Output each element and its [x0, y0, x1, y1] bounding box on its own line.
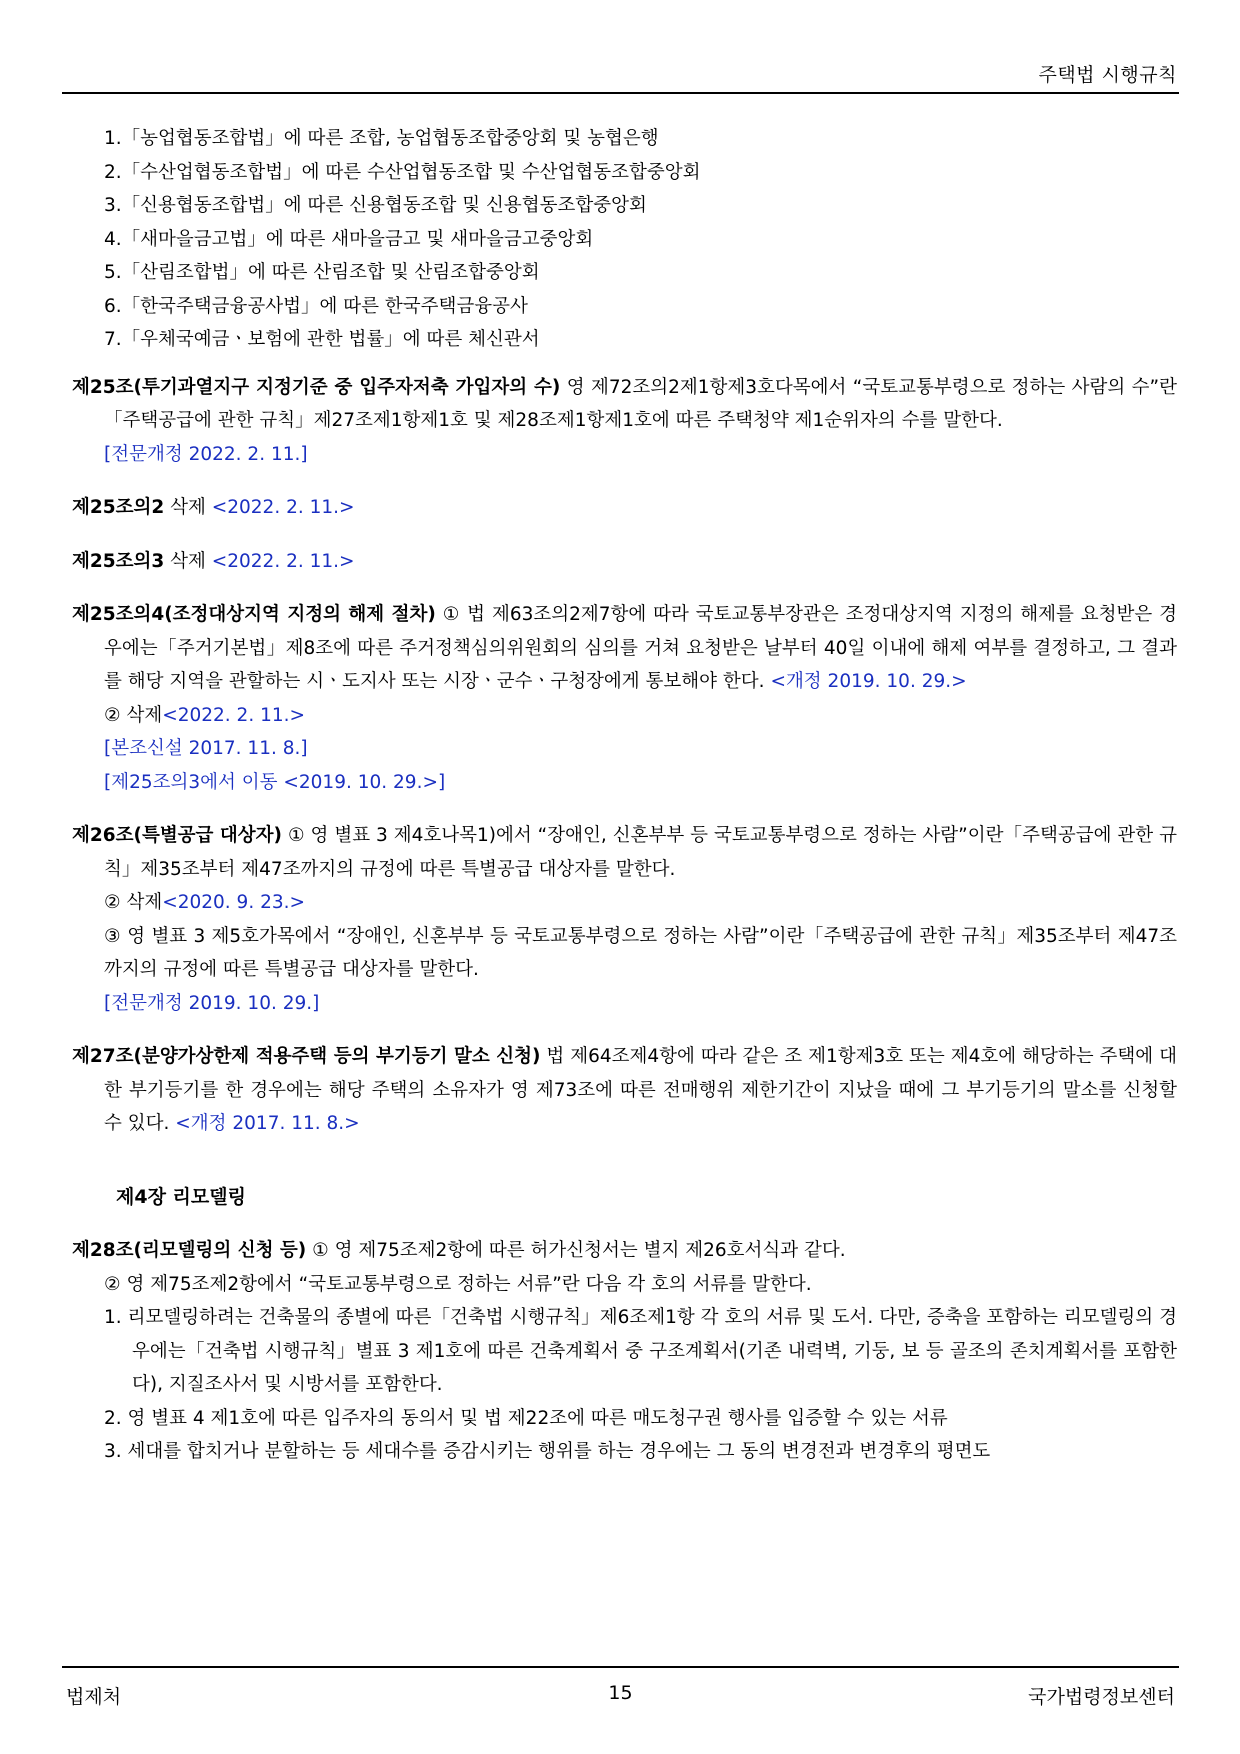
article-27	[72, 1040, 1177, 1141]
list-item: 7.「우체국예금ㆍ보험에 관한 법률」에 따른 체신관서	[104, 329, 540, 350]
page-footer	[62, 1666, 1179, 1718]
list-item: 2. 영 별표 4 제1호에 따른 입주자의 동의서 및 법 제22조에 따른 매도청구권 행사를 입증할 수 있는 서류	[104, 1407, 948, 1429]
list-item: 4.「새마을금고법」에 따른 새마을금고 및 새마을금고중앙회	[104, 228, 594, 250]
revision-note: <2020. 9. 23.>	[162, 892, 306, 913]
page-header	[62, 52, 1179, 94]
article-title: 제25조의3	[72, 550, 165, 572]
paragraph-2	[72, 699, 1177, 733]
list-item: 3.「신용협동조합법」에 따른 신용협동조합 및 신용협동조합중앙회	[104, 195, 647, 216]
article-title: 제27조(분양가상한제 적용주택 등의 부기등기 말소 신청)	[72, 1046, 541, 1067]
paragraph-text: ② 삭제	[104, 704, 163, 726]
paragraph-2: ② 영 제75조제2항에서 “국토교통부령으로 정하는 서류”란 다음 각 호의 서류를 말한다.	[104, 1273, 812, 1295]
article-25-2	[72, 491, 1177, 525]
list-item: 3. 세대를 합치거나 분할하는 등 세대수를 증감시키는 행위를 하는 경우에는 그 동의 변경전과 변경후의 평면도	[104, 1441, 991, 1462]
list-item: 6.「한국주택금융공사법」에 따른 한국주택금융공사	[104, 295, 528, 317]
article-title: 제28조(리모델링의 신청 등)	[72, 1240, 307, 1261]
revision-note: <2022. 2. 11.>	[211, 497, 355, 518]
article-text: 삭제	[164, 497, 212, 518]
list-item: 5.「산림조합법」에 따른 산림조합 및 산림조합중앙회	[104, 262, 540, 283]
paragraph-3: ③ 영 별표 3 제5호가목에서 “장애인, 신혼부부 등 국토교통부령으로 정하는 사람”이란「주택공급에 관한 규칙」제35조부터 제47조까지의 규정에 따른 특별공급 대상자를 말한다.	[104, 925, 1177, 980]
amendment-note: <개정 2019. 10. 29.>	[770, 671, 967, 692]
institution-list	[72, 122, 1177, 357]
amendment-note: <개정 2017. 11. 8.>	[175, 1113, 360, 1134]
page-number: 15	[608, 1682, 633, 1704]
article-text: 법 제64조제4항에 따라 같은 조 제1항제3호 또는 제4호에 해당하는 주택에 대한 부기등기를 한 경우에는 해당 주택의 소유자가 영 제73조에 따른 전매행위 제한기간이 지났을 때에 그 부기등기의 말소를 신청할 수 있다.	[104, 1046, 1177, 1134]
article-text: ① 영 제75조제2항에 따른 허가신청서는 별지 제26호서식과 같다.	[306, 1240, 846, 1261]
chapter-heading: 제4장 리모델링	[116, 1185, 246, 1208]
revision-note: [본조신설 2017. 11. 8.]	[104, 738, 308, 759]
article-25-3	[72, 545, 1177, 579]
list-item: 1. 리모델링하려는 건축물의 종별에 따른「건축법 시행규칙」제6조제1항 각 호의 서류 및 도서. 다만, 증축을 포함하는 리모델링의 경우에는「건축법 시행규칙」별표 3 제1호에 따른 건축계획서 중 구조계획서(기존 내력벽, 기둥, 보 등 골조의 존치계획서를 포함한다), 지질조사서 및 시방서를 포함한다.	[104, 1307, 1177, 1395]
revision-note: [제25조의3에서 이동 <2019. 10. 29.>]	[104, 771, 446, 793]
article-26	[72, 819, 1177, 886]
revision-note: [전문개정 2019. 10. 29.]	[104, 992, 320, 1014]
paragraph-2	[72, 886, 1177, 920]
article-title: 제25조(투기과열지구 지정기준 중 입주자저축 가입자의 수)	[72, 376, 561, 398]
revision-note: <2022. 2. 11.>	[211, 550, 355, 572]
revision-note: <2022. 2. 11.>	[162, 704, 306, 726]
footer-publisher: 법제처	[66, 1686, 122, 1708]
article-28	[72, 1234, 1177, 1268]
article-title: 제26조(특별공급 대상자)	[72, 825, 282, 846]
article-text: 영 제72조의2제1항제3호다목에서 “국토교통부령으로 정하는 사람의 수”란「주택공급에 관한 규칙」제27조제1항제1호 및 제28조제1항제1호에 따른 주택청약 제1순위자의 수를 말한다.	[104, 376, 1177, 431]
list-item: 1.「농업협동조합법」에 따른 조합, 농업협동조합중앙회 및 농협은행	[104, 128, 659, 149]
article-25	[72, 371, 1177, 438]
paragraph-text: ② 삭제	[104, 892, 163, 913]
list-item: 2.「수산업협동조합법」에 따른 수산업협동조합 및 수산업협동조합중앙회	[104, 161, 701, 183]
header-title: 주택법 시행규칙	[1038, 64, 1177, 86]
article-title: 제25조의2	[72, 497, 165, 518]
article-text: ① 영 별표 3 제4호나목1)에서 “장애인, 신혼부부 등 국토교통부령으로 정하는 사람”이란「주택공급에 관한 규칙」제35조부터 제47조까지의 규정에 따른 특별공급 대상자를 말한다.	[104, 825, 1177, 880]
article-text: ① 법 제63조의2제7항에 따라 국토교통부장관은 조정대상지역 지정의 해제를 요청받은 경우에는「주거기본법」제8조에 따른 주거정책심의위원회의 심의를 거쳐 요청받은 날부터 40일 이내에 해제 여부를 결정하고, 그 결과를 해당 지역을 관할하는 시ㆍ도지사 또는 시장ㆍ군수ㆍ구청장에게 통보해야 한다.	[104, 604, 1177, 692]
revision-note: [전문개정 2022. 2. 11.]	[104, 443, 308, 465]
article-title: 제25조의4(조정대상지역 지정의 해제 절차)	[72, 604, 436, 625]
article-25-4	[72, 598, 1177, 699]
article-text: 삭제	[164, 550, 212, 572]
document-body	[72, 122, 1177, 1469]
footer-source: 국가법령정보센터	[1028, 1686, 1175, 1708]
